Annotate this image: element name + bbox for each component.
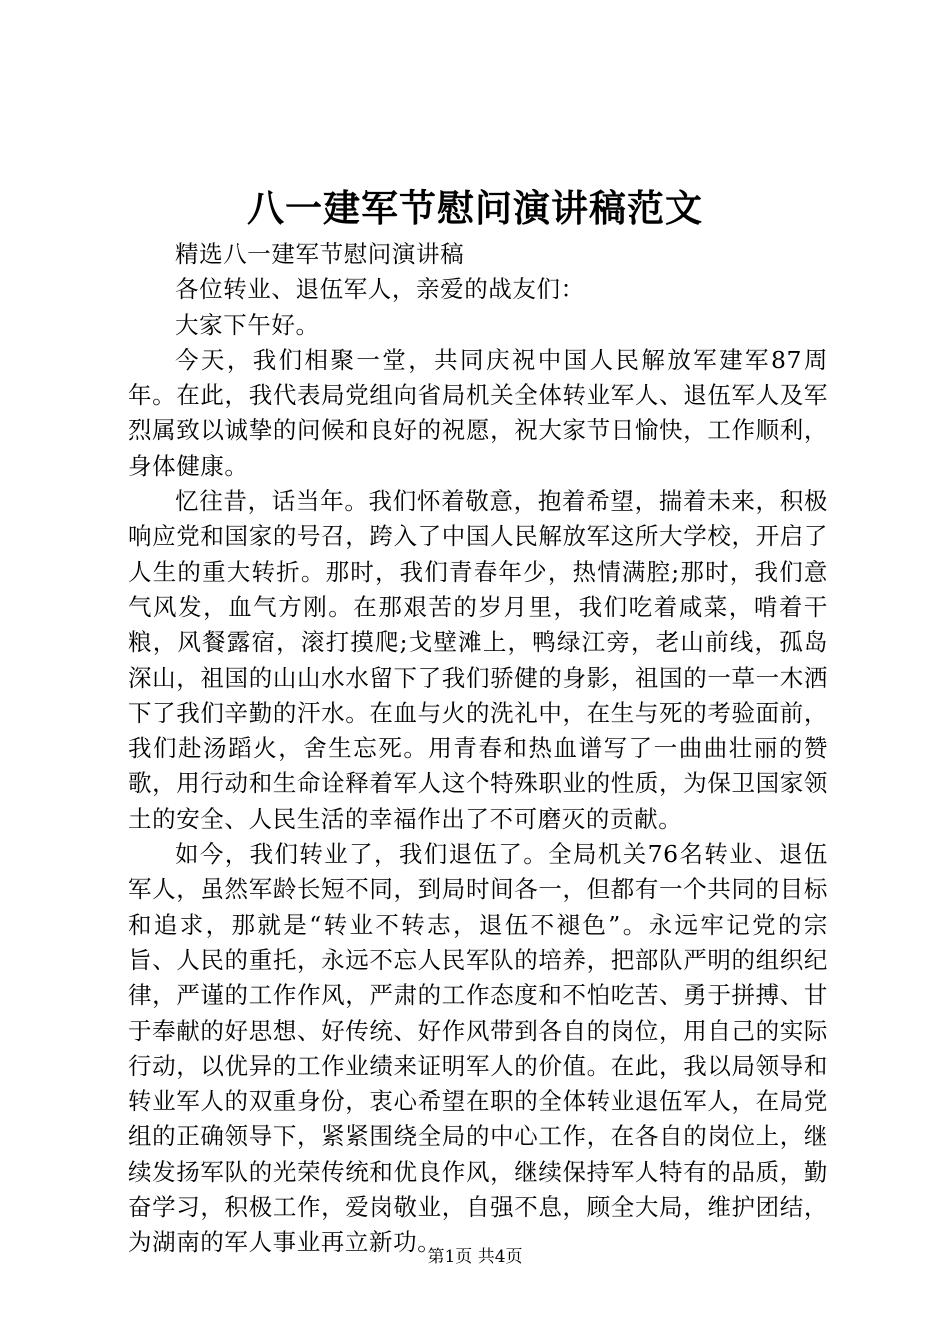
page-number-footer: 第1页 共4页	[427, 1247, 523, 1267]
document-body	[128, 237, 828, 1261]
paragraph-present: 如今，我们转业了，我们退伍了。全局机关76名转业、退伍军人，虽然军龄长短不同，到局时间各一，但都有一个共同的目标和追求，那就是“转业不转志，退伍不褪色”。永远牢记党的宗旨、人民的重托，永远不忘人民军队的培养，把部队严明的组织纪律，严谨的工作作风，严肃的工作态度和不怕吃苦、勇于拼搏、甘于奉献的好思想、好传统、好作风带到各自的岗位，用自己的实际行动，以优异的工作业绩来证明军人的价值。在此，我以局领导和转业军人的双重身份，衷心希望在职的全体转业退伍军人，在局党组的正确领导下，紧紧围绕全局的中心工作，在各自的岗位上，继续发扬军队的光荣传统和优良作风，继续保持军人特有的品质，勤奋学习，积极工作，爱岗敬业，自强不息，顾全大局，维护团结，为湖南的军人事业再立新功。	[128, 840, 828, 1257]
paragraph-greeting: 大家下午好。	[175, 310, 320, 339]
paragraph-memories: 忆往昔，话当年。我们怀着敬意，抱着希望，揣着未来，积极响应党和国家的号召，跨入了中国人民解放军这所大学校，开启了人生的重大转折。那时，我们青春年少，热情满腔;那时，我们意气风发，血气方刚。在那艰苦的岁月里，我们吃着咸菜，啃着干粮，风餐露宿，滚打摸爬;戈壁滩上，鸭绿江旁，老山前线，孤岛深山，祖国的山山水水留下了我们骄健的身影，祖国的一草一木洒下了我们辛勤的汗水。在血与火的洗礼中，在生与死的考验面前，我们赴汤蹈火，舍生忘死。用青春和热血谱写了一曲曲壮丽的赞歌，用行动和生命诠释着军人这个特殊职业的性质，为保卫国家领土的安全、人民生活的幸福作出了不可磨灭的贡献。	[128, 487, 828, 833]
document-title: 八一建军节慰问演讲稿范文	[247, 186, 703, 230]
paragraph-subtitle: 精选八一建军节慰问演讲稿	[175, 240, 465, 268]
paragraph-celebration: 今天，我们相聚一堂，共同庆祝中国人民解放军建军87周年。在此，我代表局党组向省局机关全体转业军人、退伍军人及军烈属致以诚挚的问候和良好的祝愿，祝大家节日愉快，工作顺利，身体健康。	[128, 345, 828, 480]
paragraph-salutation: 各位转业、退伍军人，亲爱的战友们：	[175, 275, 585, 304]
